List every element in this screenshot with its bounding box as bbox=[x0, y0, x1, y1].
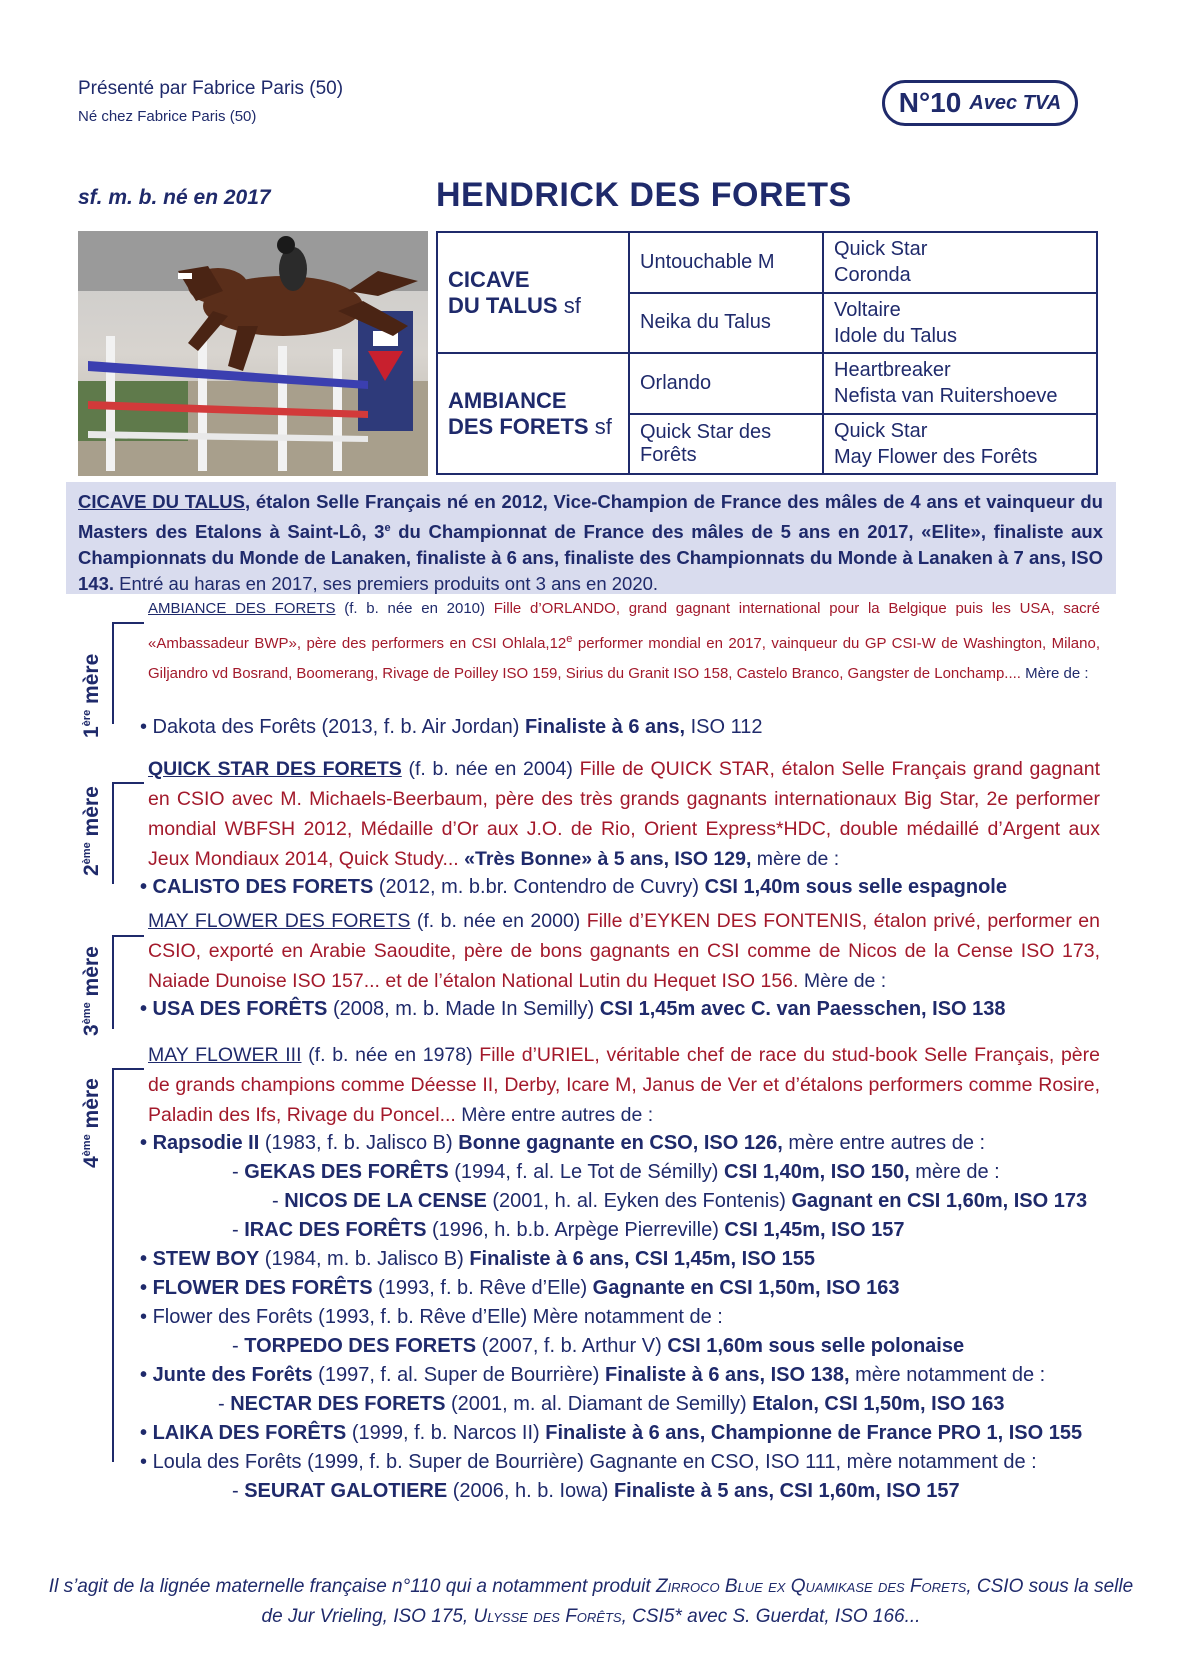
horse-description: sf. m. b. né en 2017 bbox=[78, 186, 271, 209]
dam3-paragraph bbox=[148, 906, 1100, 996]
dam2-offspring: • CALISTO DES FORETS (2012, m. b.br. Contendro de Cuvry) CSI 1,40m sous selle espagnole bbox=[140, 876, 1007, 898]
dam4-paragraph bbox=[148, 1040, 1100, 1130]
dam2-bracket bbox=[112, 782, 144, 884]
descendant-line: • FLOWER DES FORÊTS (1993, f. b. Rêve d’Elle) Gagnante en CSI 1,50m, ISO 163 bbox=[140, 1277, 900, 1299]
dam2-name: QUICK STAR DES FORETS bbox=[148, 758, 402, 780]
dam1-mother-of: Mère de : bbox=[1025, 665, 1089, 682]
tva-label: Avec TVA bbox=[969, 91, 1062, 114]
ancestor-name: Quick Star bbox=[834, 238, 928, 261]
sire-studbook: sf bbox=[563, 292, 581, 318]
sire-description-box bbox=[66, 482, 1116, 594]
descendant-line: • Loula des Forêts (1999, f. b. Super de Bourrière) Gagnante en CSO, ISO 111, mère notamment de : bbox=[140, 1451, 1037, 1473]
dam4-label: 4ème mère bbox=[80, 1078, 103, 1168]
ancestor-name: Idole du Talus bbox=[834, 324, 958, 347]
dam3-name: MAY FLOWER DES FORETS bbox=[148, 910, 411, 932]
dam2-paragraph bbox=[148, 754, 1100, 874]
dam1-sup: e bbox=[566, 633, 573, 645]
descendant-line: - IRAC DES FORÊTS (1996, h. b.b. Arpège Pierreville) CSI 1,45m, ISO 157 bbox=[232, 1219, 905, 1241]
lot-number: N°10 bbox=[898, 87, 962, 118]
sire-name-line1: CICAVE bbox=[448, 266, 530, 292]
dam1-text-a: Fille d’ORLANDO, grand gagnant international pour la Belgique puis les USA, sacré «Ambassadeur BWP», père des performers en CSI Ohlala,12 bbox=[148, 600, 1101, 652]
dam1-label: 1ère mère bbox=[80, 653, 103, 738]
ancestor-name: Coronda bbox=[834, 264, 911, 287]
lot-number-badge bbox=[882, 80, 1078, 126]
ancestor-name: Quick Star bbox=[834, 419, 928, 442]
dam-name-line2: DES FORETS bbox=[448, 413, 589, 439]
breeder-line: Né chez Fabrice Paris (50) bbox=[78, 108, 257, 125]
dam1-name: AMBIANCE DES FORETS bbox=[148, 600, 336, 617]
dam2-mother-of: mère de : bbox=[751, 848, 840, 870]
ancestor-name: May Flower des Forêts bbox=[834, 445, 1038, 468]
sire-box-bold2: du Championnat de France des mâles de 5 ans en 2017, «Elite», finaliste aux Championnats du Monde de Lanaken, finaliste à 6 ans, finaliste des Championnats du Monde à Lanaken à 7 ans, ISO 143. bbox=[78, 521, 1104, 595]
sire-description-text bbox=[78, 489, 1103, 597]
sire-sire-parents bbox=[823, 232, 1097, 293]
dam1-paragraph bbox=[148, 594, 1100, 689]
dam-sire-cell: Orlando bbox=[629, 353, 823, 414]
dam-name-line1: AMBIANCE bbox=[448, 387, 567, 413]
dam-sire-parents bbox=[823, 353, 1097, 414]
ancestor-name: Voltaire bbox=[834, 298, 901, 321]
dam4-name: MAY FLOWER III bbox=[148, 1044, 302, 1066]
dam-studbook: sf bbox=[594, 413, 612, 439]
dam2-text-a: Fille de QUICK STAR, étalon Selle Français grand gagnant en CSIO avec M. Michaels-Beerbaum, père des très grands gagnants internationaux Big Star, 2e performer mondial WBFSH 2012, Médaille d’Or aux J.O. de Rio, Orient Express*HDC, double médaillé d’Argent aux Jeux Mondiaux 2014, Quick Study... bbox=[148, 758, 1100, 870]
ancestor-name: Heartbreaker bbox=[834, 359, 951, 382]
horse-jumping-image bbox=[78, 231, 428, 476]
dam3-offspring: • USA DES FORÊTS (2008, m. b. Made In Semilly) CSI 1,45m avec C. van Paesschen, ISO 138 bbox=[140, 998, 1006, 1020]
descendant-line: - GEKAS DES FORÊTS (1994, f. al. Le Tot de Sémilly) CSI 1,40m, ISO 150, mère de : bbox=[232, 1161, 1000, 1183]
maternal-line-note: Il s’agit de la lignée maternelle française n°110 qui a notamment produit Zirroco Blue ex Quamikase des Forets, CSIO sous la selle de Jur Vrieling, ISO 175, Ulysse des Forêts, CSI5* avec S. Guerdat, ISO 166... bbox=[48, 1576, 1134, 1627]
sire-box-name: CICAVE DU TALUS, bbox=[78, 491, 251, 512]
dam3-mother-of: Mère de : bbox=[798, 970, 887, 992]
descendant-line: • STEW BOY (1984, m. b. Jalisco B) Finaliste à 6 ans, CSI 1,45m, ISO 155 bbox=[140, 1248, 816, 1270]
dam4-text-a: Fille d’URIEL, véritable chef de race du stud-book Selle Français, père de grands champions comme Déesse II, Derby, Icare M, Janus de Ver et d’étalons performers comme Rosire, Paladin des Ifs, Rivage du Poncel... bbox=[148, 1044, 1100, 1126]
descendant-line: • LAIKA DES FORÊTS (1999, f. b. Narcos II) Finaliste à 6 ans, Championne de France PRO 1, ISO 155 bbox=[140, 1422, 1083, 1444]
dam2-info: (f. b. née en 2004) bbox=[401, 758, 580, 780]
dam2-label: 2ème mère bbox=[80, 786, 103, 876]
dam-cell bbox=[437, 353, 629, 474]
dam4-mother-of: Mère entre autres de : bbox=[455, 1104, 654, 1126]
dam1-text-b: performer mondial en 2017, vainqueur du GP CSI-W de Washington, Milano, Giljandro vd Bosrand, Boomerang, Rivage de Poilley ISO 159, Sirius du Granit ISO 158, Castelo Branco, Gangster de Lonchamp.... bbox=[148, 635, 1100, 682]
descendant-line: - SEURAT GALOTIERE (2006, h. b. Iowa) Finaliste à 5 ans, CSI 1,60m, ISO 157 bbox=[232, 1480, 960, 1502]
sire-cell bbox=[437, 232, 629, 353]
sire-name-line2: DU TALUS bbox=[448, 292, 558, 318]
dam1-offspring: • Dakota des Forêts (2013, f. b. Air Jordan) Finaliste à 6 ans, ISO 112 bbox=[140, 716, 763, 738]
dam-dam-parents bbox=[823, 414, 1097, 475]
dam1-bracket bbox=[112, 622, 144, 724]
sire-box-normal: Entré au haras en 2017, ses premiers produits ont 3 ans en 2020. bbox=[114, 573, 659, 595]
sire-sire-cell: Untouchable M bbox=[629, 232, 823, 293]
presenter-line: Présenté par Fabrice Paris (50) bbox=[78, 78, 344, 99]
descendant-line: • Junte des Forêts (1997, f. al. Super de Bourrière) Finaliste à 6 ans, ISO 138, mère notamment de : bbox=[140, 1364, 1046, 1386]
horse-photo bbox=[78, 231, 428, 476]
descendant-line: - NECTAR DES FORETS (2001, m. al. Diamant de Semilly) Etalon, CSI 1,50m, ISO 163 bbox=[218, 1393, 1005, 1415]
sire-dam-parents bbox=[823, 293, 1097, 354]
horse-name: HENDRICK DES FORETS bbox=[436, 176, 852, 214]
descendant-line: - NICOS DE LA CENSE (2001, h. al. Eyken des Fontenis) Gagnant en CSI 1,60m, ISO 173 bbox=[272, 1190, 1088, 1212]
dam3-text-a: Fille d’EYKEN DES FONTENIS, étalon privé, performer en CSIO, exporté en Arabie Saoudite, père de bons gagnants en CSI comme de Nicos de la Cense ISO 173, Naiade Dunoise ISO 157... et de l’étalon National Lutin du Hequet ISO 156. bbox=[148, 910, 1100, 992]
dam-dam-cell: Quick Star des Forêts bbox=[629, 414, 823, 475]
dam3-label: 3ème mère bbox=[80, 946, 103, 1036]
dam4-info: (f. b. née en 1978) bbox=[301, 1044, 480, 1066]
sire-box-bold1: étalon Selle Français né en 2012, Vice-Champion de France des mâles de 4 ans et vainqueur du Masters des Etalons à Saint-Lô, 3 bbox=[78, 491, 1103, 543]
dam3-info: (f. b. née en 2000) bbox=[410, 910, 587, 932]
dam1-info: (f. b. née en 2010) bbox=[335, 600, 494, 617]
dam2-bold: «Très Bonne» à 5 ans, ISO 129, bbox=[464, 848, 752, 870]
descendant-line: - TORPEDO DES FORETS (2007, f. b. Arthur V) CSI 1,60m sous selle polonaise bbox=[232, 1335, 965, 1357]
ancestor-name: Nefista van Ruitershoeve bbox=[834, 385, 1058, 408]
sire-box-sup: e bbox=[384, 522, 391, 534]
descendant-line: • Rapsodie II (1983, f. b. Jalisco B) Bonne gagnante en CSO, ISO 126, mère entre autres de : bbox=[140, 1132, 986, 1154]
descendant-line: • Flower des Forêts (1993, f. b. Rêve d’Elle) Mère notamment de : bbox=[140, 1306, 723, 1328]
pedigree-table bbox=[436, 231, 1098, 475]
sire-dam-cell: Neika du Talus bbox=[629, 293, 823, 354]
